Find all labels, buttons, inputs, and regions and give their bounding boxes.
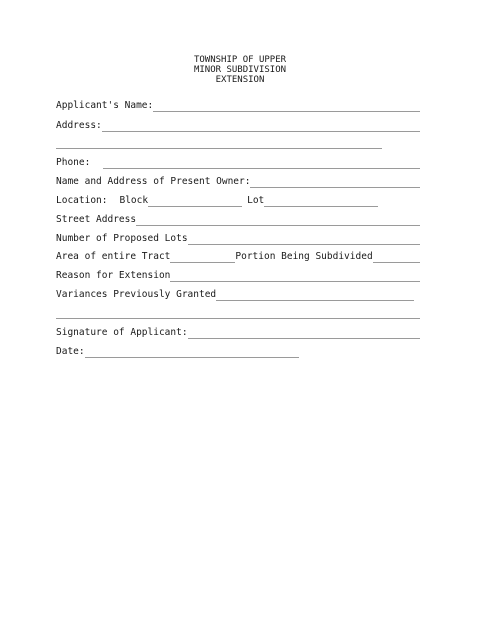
phone-field[interactable]: [103, 158, 420, 169]
reason-field[interactable]: [170, 271, 420, 282]
tract-row: [56, 251, 420, 263]
reason-label: Reason for Extension: [56, 270, 171, 281]
block-label: Block: [119, 195, 149, 206]
owner-field[interactable]: [250, 177, 420, 188]
tract-area-label: Area of entire Tract: [56, 251, 171, 262]
form-title: [0, 55, 480, 85]
variances-line-2-field[interactable]: [56, 318, 420, 319]
signature-row: [56, 327, 420, 339]
address-row: [56, 120, 420, 132]
applicant-name-label: Applicant's Name:: [56, 100, 154, 111]
address-field[interactable]: [102, 121, 420, 132]
proposed-lots-row: [56, 233, 420, 245]
phone-label: Phone:: [56, 157, 91, 168]
proposed-lots-field[interactable]: [188, 234, 420, 245]
address-line-2-field[interactable]: [56, 148, 382, 149]
variances-row: [56, 289, 414, 301]
portion-subdivided-label: Portion Being Subdivided: [235, 251, 373, 262]
date-row: [56, 346, 299, 358]
variances-label: Variances Previously Granted: [56, 289, 217, 300]
applicant-name-row: [56, 100, 420, 112]
signature-label: Signature of Applicant:: [56, 327, 188, 338]
title-line-3: EXTENSION: [215, 75, 265, 85]
variances-field[interactable]: [216, 290, 414, 301]
location-label: Location:: [56, 195, 108, 206]
title-line-2: MINOR SUBDIVISION: [193, 65, 287, 75]
title-line-1: TOWNSHIP OF UPPER: [193, 55, 287, 65]
lot-field[interactable]: [264, 196, 378, 207]
street-address-row: [56, 214, 420, 226]
address-label: Address:: [56, 120, 102, 131]
location-row: [56, 195, 378, 207]
date-field[interactable]: [85, 347, 299, 358]
owner-row: [56, 176, 420, 188]
block-field[interactable]: [148, 196, 242, 207]
reason-row: [56, 270, 420, 282]
phone-row: [56, 157, 420, 169]
street-address-field[interactable]: [136, 215, 420, 226]
owner-label: Name and Address of Present Owner:: [56, 176, 251, 187]
lot-label: Lot: [247, 195, 265, 206]
street-address-label: Street Address: [56, 214, 137, 225]
signature-field[interactable]: [188, 328, 420, 339]
date-label: Date:: [56, 346, 85, 357]
applicant-name-field[interactable]: [153, 101, 420, 112]
tract-area-field[interactable]: [170, 252, 235, 263]
proposed-lots-label: Number of Proposed Lots: [56, 233, 188, 244]
portion-subdivided-field[interactable]: [373, 252, 420, 263]
